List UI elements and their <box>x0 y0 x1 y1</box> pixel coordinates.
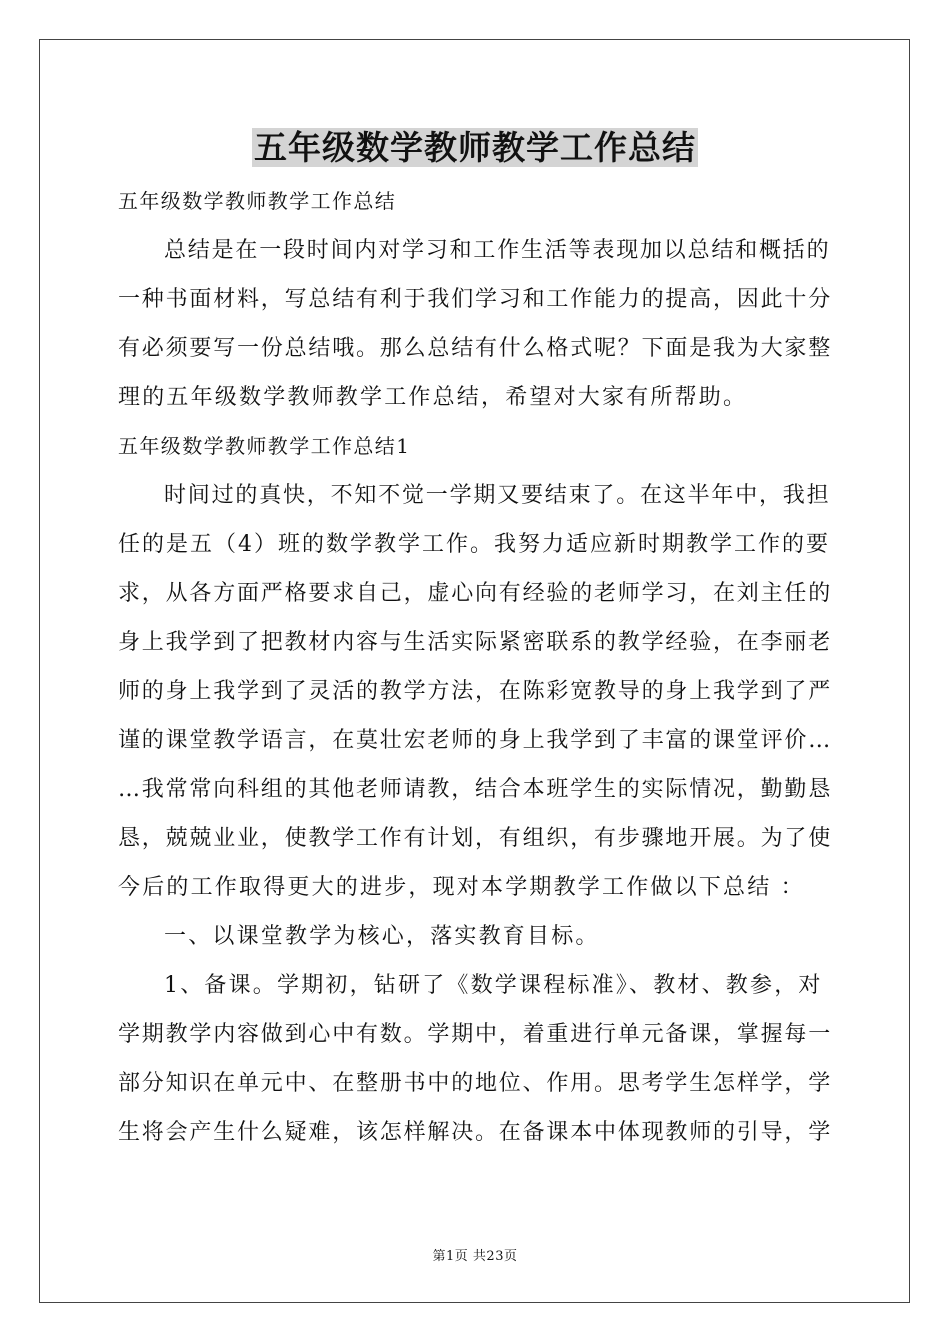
body-line: 求，从各方面严格要求自己，虚心向有经验的老师学习，在刘主任的 <box>118 581 833 606</box>
body-line: 恳，兢兢业业，使教学工作有计划，有组织，有步骤地开展。为了使 <box>118 826 833 851</box>
document-title <box>0 126 950 170</box>
body-line: 1、备课。学期初，钻研了《数学课程标准》、教材、教参，对 <box>164 973 823 998</box>
body-line: 今后的工作取得更大的进步，现对本学期教学工作做以下总结 ： <box>118 875 805 900</box>
body-line: 身上我学到了把教材内容与生活实际紧密联系的教学经验，在李丽老 <box>118 630 833 655</box>
body-line: 有必须要写一份总结哦。那么总结有什么格式呢？下面是我为大家整 <box>118 336 833 361</box>
subtitle-line: 五年级数学教师教学工作总结 <box>118 189 397 213</box>
body-line: …我常常向科组的其他老师请教，结合本班学生的实际情况，勤勤恳 <box>118 777 833 802</box>
body-line: 理的五年级数学教师教学工作总结，希望对大家有所帮助。 <box>118 385 748 410</box>
body-line: 时间过的真快，不知不觉一学期又要结束了。在这半年中，我担 <box>164 483 831 508</box>
body-line: 学期教学内容做到心中有数。学期中，着重进行单元备课，掌握每一 <box>118 1022 833 1047</box>
body-line: 一种书面材料，写总结有利于我们学习和工作能力的提高，因此十分 <box>118 287 833 312</box>
subsection-heading: 一、以课堂教学为核心，落实教育目标。 <box>164 924 600 949</box>
body-line: 谨的课堂教学语言，在莫壮宏老师的身上我学到了丰富的课堂评价… <box>118 728 833 753</box>
document-title-text: 五年级数学教师教学工作总结 <box>254 128 696 167</box>
body-line: 生将会产生什么疑难，该怎样解决。在备课本中体现教师的引导，学 <box>118 1120 833 1145</box>
body-line: 任的是五（4）班的数学教学工作。我努力适应新时期教学工作的要 <box>118 532 830 557</box>
body-line: 部分知识在单元中、在整册书中的地位、作用。思考学生怎样学，学 <box>118 1071 833 1096</box>
section-heading: 五年级数学教师教学工作总结1 <box>118 434 411 458</box>
page-footer: 第1页 共23页 <box>432 1249 518 1264</box>
body-line: 总结是在一段时间内对学习和工作生活等表现加以总结和概括的 <box>164 238 831 263</box>
body-line: 师的身上我学到了灵活的教学方法，在陈彩宽教导的身上我学到了严 <box>118 679 833 704</box>
document-body <box>118 177 834 1157</box>
